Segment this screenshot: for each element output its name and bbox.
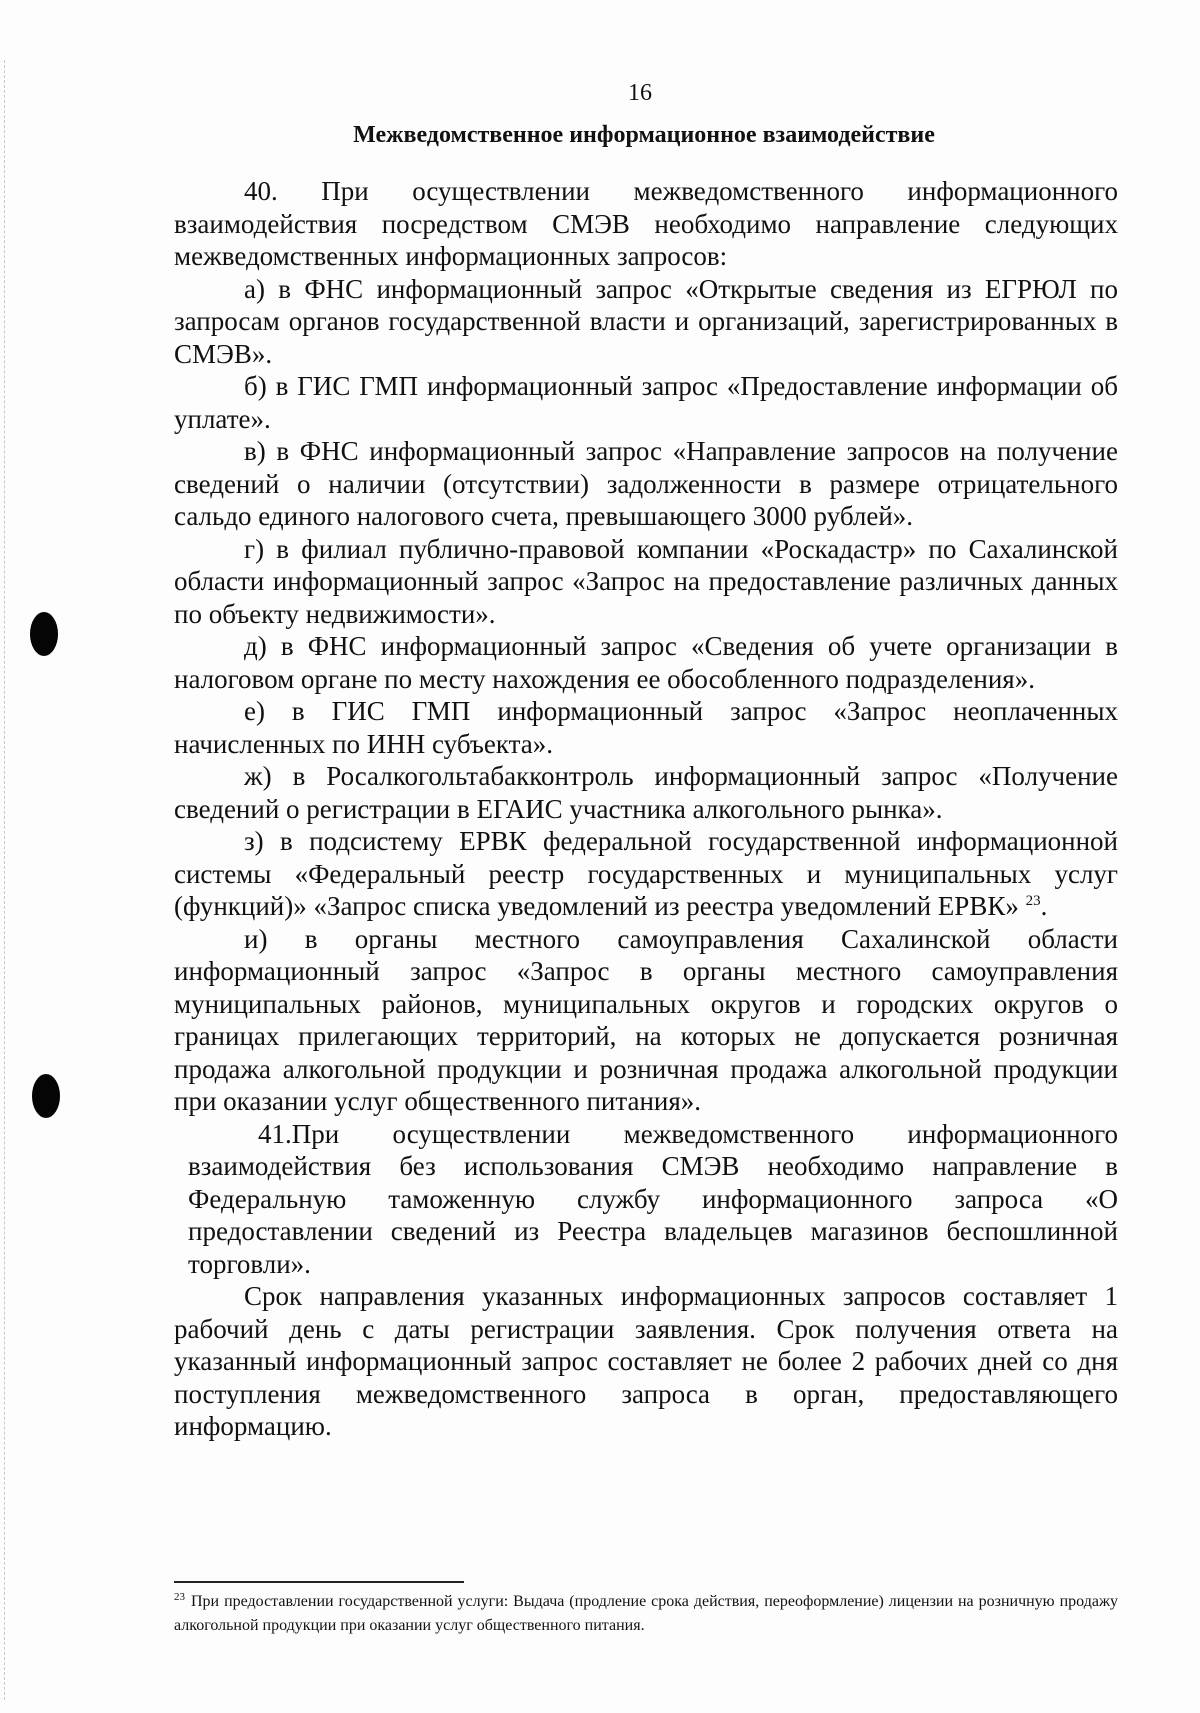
punch-hole-mark [32, 1074, 60, 1118]
paragraph-item-z-text: з) в подсистему ЕРВК федеральной государственной информационной системы «Федеральный реестр государственных и муниципальных услуг (функций)» «Запрос списка уведомлений из реестра уведомлений ЕРВК» [174, 826, 1118, 921]
footnote-number: 23 [174, 1590, 185, 1603]
paragraph-item-v: в) в ФНС информационный запрос «Направление запросов на получение сведений о наличии (отсутствии) задолженности в размере отрицательного сальдо единого налогового счета, превышающего 3000 рублей». [174, 436, 1118, 531]
paragraph-item-e: е) в ГИС ГМП информационный запрос «Запрос неоплаченных начисленных по ИНН субъекта». [174, 696, 1118, 759]
paragraph-item-i: и) в органы местного самоуправления Сахалинской области информационный запрос «Запрос в органы местного самоуправления муниципальных районов, муниципальных округов и городских округов о границах прилегающих территорий, на которых не допускается розничная продажа алкогольной продукции и розничная продажа алкогольной продукции при оказании услуг общественного питания». [174, 923, 1118, 1116]
section-heading: Межведомственное информационное взаимодействие [353, 122, 935, 148]
footnote [174, 1590, 1118, 1638]
paragraph-40: 40. При осуществлении межведомственного информационного взаимодействия посредством СМЭВ необходимо направление следующих межведомственных информационных запросов: [174, 176, 1118, 271]
document-body [174, 175, 1118, 1443]
paragraph-deadline: Срок направления указанных информационных запросов составляет 1 рабочий день с даты регистрации заявления. Срок получения ответа на указанный информационный запрос составляет не более 2 рабочих дней со дня поступления межведомственного запроса в орган, предоставляющего информацию. [174, 1281, 1118, 1441]
paragraph-41: 41.При осуществлении межведомственного информационного взаимодействия без использования СМЭВ необходимо направление в Федеральную таможенную службу информационного запроса «О предоставлении сведений из Реестра владельцев магазинов беспошлинной торговли». [188, 1118, 1118, 1279]
paragraph-item-z [174, 825, 1118, 923]
paragraph-item-a: а) в ФНС информационный запрос «Открытые сведения из ЕГРЮЛ по запросам органов государственной власти и организаций, зарегистрированных в СМЭВ». [174, 273, 1118, 369]
punch-hole-mark [30, 612, 58, 656]
footnote-ref-suffix: . [1040, 891, 1048, 921]
paragraph-item-d: д) в ФНС информационный запрос «Сведения об учете организации в налоговом органе по месту нахождения ее обособленного подразделения». [174, 631, 1118, 694]
paragraph-item-g: г) в филиал публично-правовой компании «Роскадастр» по Сахалинской области информационный запрос «Запрос на предоставление различных данных по объекту недвижимости». [174, 533, 1118, 629]
page-number: 16 [628, 80, 652, 106]
footnote-text: При предоставлении государственной услуги: Выдача (продление срока действия, переоформление) лицензии на розничную продажу алкогольной продукции при оказании услуг общественного питания. [174, 1593, 1118, 1634]
paragraph-item-b: б) в ГИС ГМП информационный запрос «Предоставление информации об уплате». [174, 371, 1118, 434]
paragraph-item-zh: ж) в Росалкогольтабакконтроль информационный запрос «Получение сведений о регистрации в ЕГАИС участника алкогольного рынка». [174, 761, 1118, 824]
footnote-separator [174, 1581, 464, 1583]
footnote-reference: 23 [1025, 893, 1041, 909]
scan-edge-line [4, 60, 5, 1700]
